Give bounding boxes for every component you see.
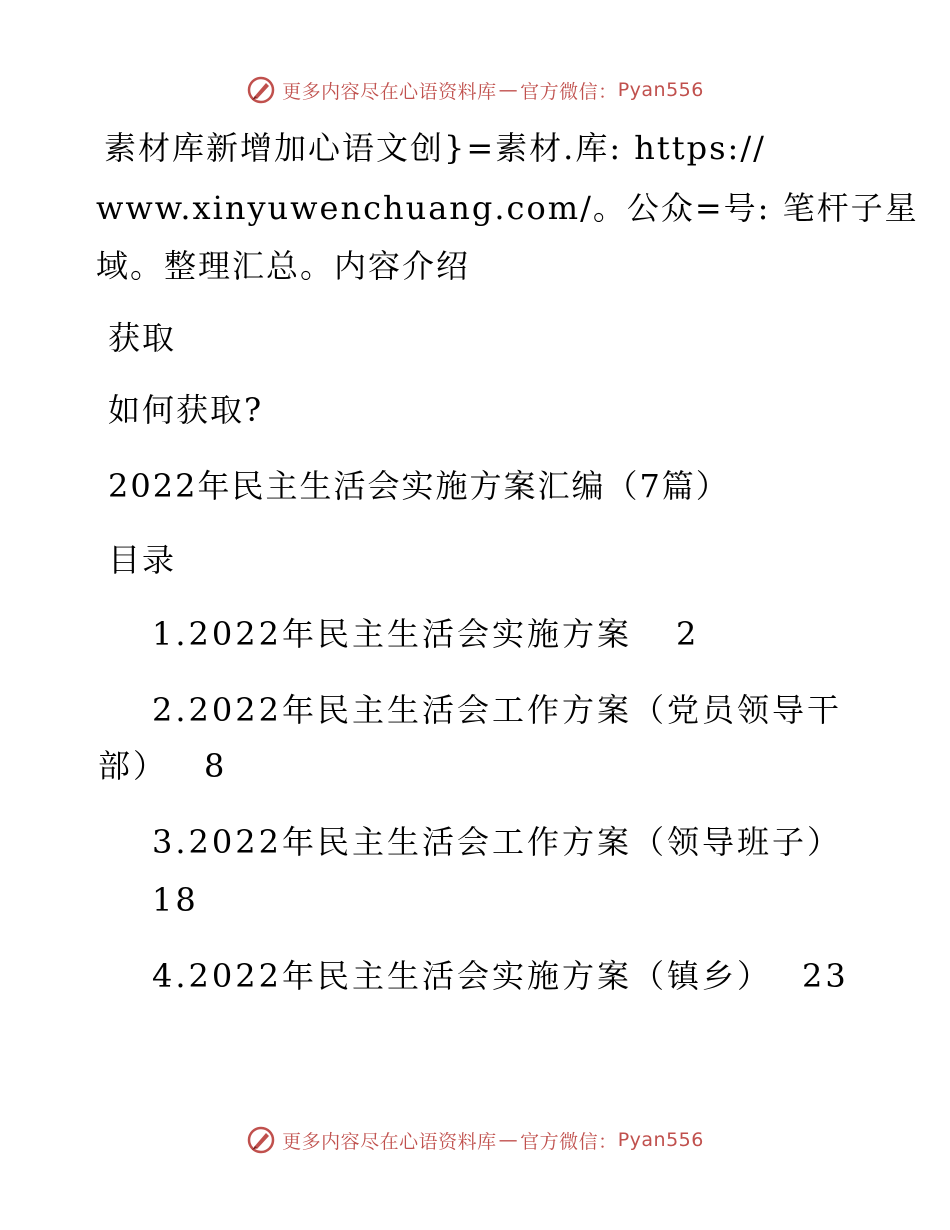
toc-item-3[interactable] (152, 822, 842, 862)
heading-how-to-obtain: 如何获取? (108, 391, 264, 429)
watermark-footer (0, 1120, 950, 1160)
toc-item-title: 4.2022年民主生活会实施方案（镇乡） (152, 957, 772, 995)
watermark-wechat-id: Pyan556 (617, 1129, 704, 1151)
toc-item-page: 23 (801, 957, 849, 995)
watermark-separator: — (498, 1129, 519, 1151)
intro-line-2: www.xinyuwenchuang.com/。公众=号: 笔杆子星 (96, 189, 919, 227)
toc-item-page: 2 (675, 615, 700, 653)
watermark-separator: — (498, 79, 519, 101)
watermark-label: 官方微信： (520, 1130, 618, 1153)
toc-item-2-continuation[interactable] (98, 746, 227, 786)
watermark-header (0, 70, 950, 110)
toc-item-3-page: 18 (152, 881, 199, 919)
pen-logo-icon (246, 75, 276, 105)
intro-line-1: 素材库新增加心语文创}=素材.库: https:// (104, 129, 766, 167)
toc-item-title: 3.2022年民主生活会工作方案（领导班子） (152, 823, 842, 861)
toc-item-title: 2.2022年民主生活会工作方案（党员领导干 (152, 691, 842, 729)
toc-item-4[interactable] (152, 956, 849, 996)
heading-obtain: 获取 (108, 319, 177, 357)
toc-item-2[interactable] (152, 690, 842, 730)
toc-item-1[interactable] (152, 614, 699, 654)
toc-item-page: 8 (204, 747, 228, 785)
toc-item-title: 1.2022年民主生活会实施方案 (152, 615, 632, 653)
watermark-text: 更多内容尽在心语资料库 (282, 80, 497, 103)
watermark-wechat-id: Pyan556 (617, 79, 704, 101)
watermark-text: 更多内容尽在心语资料库 (282, 1130, 497, 1153)
pen-logo-icon (246, 1125, 276, 1155)
toc-item-title-continuation: 部） (98, 747, 169, 785)
toc-heading: 目录 (108, 541, 177, 579)
intro-line-3: 域。整理汇总。内容介绍 (96, 247, 471, 285)
watermark-label: 官方微信： (520, 80, 618, 103)
document-title: 2022年民主生活会实施方案汇编（7篇） (108, 467, 730, 505)
